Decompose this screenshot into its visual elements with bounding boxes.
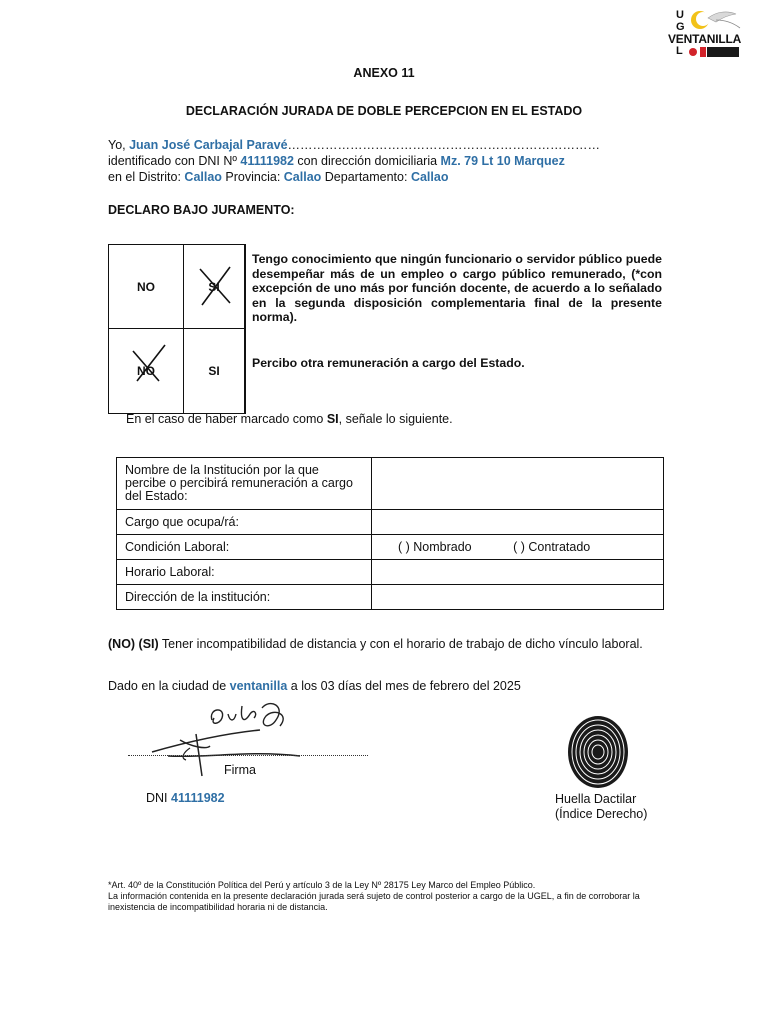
note-prefix: En el caso de haber marcado como: [126, 412, 327, 426]
institution-name-value[interactable]: [372, 458, 664, 510]
province-prefix: Provincia:: [221, 170, 284, 184]
table-row: [117, 458, 664, 510]
logo-letter-g: G: [676, 21, 685, 33]
dni-value: 41111982: [171, 791, 225, 805]
footer-line-2: La información contenida en la presente declaración jurada será sujeto de control posterior a cargo de la UGEL, a fin de corroborar la inexistencia de incompatibilidad horaria ni de distancia.: [108, 891, 640, 912]
option-grid: [108, 244, 246, 414]
work-schedule-label: Horario Laboral:: [117, 560, 372, 585]
cross-out-mark-icon: [196, 265, 234, 307]
signer-dni: [146, 791, 225, 805]
incompatibility-text: Tener incompatibilidad de distancia y con el horario de trabajo de dicho vínculo laboral.: [158, 637, 643, 651]
dni-label: DNI: [146, 791, 171, 805]
oath-heading: DECLARO BAJO JURAMENTO:: [108, 203, 295, 217]
institution-address-value[interactable]: [372, 585, 664, 610]
declarant-line-2: [108, 154, 565, 168]
district-prefix: en el Distrito:: [108, 170, 185, 184]
ministry-seal-icon: [688, 46, 744, 58]
instruction-note: [126, 412, 453, 426]
dated-city: ventanilla: [229, 679, 288, 693]
declarant-dni: 41111982: [240, 154, 294, 168]
dated-prefix: Dado en la ciudad de: [108, 679, 230, 693]
yo-prefix: Yo,: [108, 138, 130, 152]
employment-condition-label: Condición Laboral:: [117, 535, 372, 560]
row1-no-box[interactable]: [108, 244, 184, 329]
option-nombrado[interactable]: ( ) Nombrado: [398, 540, 472, 554]
dated-line: [108, 679, 521, 693]
name-dots: …………………………………………………………………: [287, 138, 601, 152]
cross-out-mark-icon: [129, 343, 167, 385]
note-bold: SI: [326, 412, 339, 426]
footer-line-1: *Art. 40º de la Constitución Política del Perú y artículo 3 de la Ley Nº 28175 Ley Marco del Empleo Público.: [108, 880, 536, 890]
document-title: DECLARACIÓN JURADA DE DOBLE PERCEPCION EN EL ESTADO: [185, 104, 583, 118]
row2-no-label: NO: [137, 364, 155, 378]
logo-name: VENTANILLA: [668, 32, 742, 46]
ugel-logo: [660, 8, 750, 60]
statement-no-dual-employment: Tengo conocimiento que ningún funcionario o servidor público puede desempeñar más de un empleo o cargo público remunerado, (*con excepción de uno más por función docente, de acuerdo a lo señalado en la segunda disposición complementaria final de la presente norma).: [252, 252, 662, 325]
table-row: [117, 560, 664, 585]
employment-condition-value: [372, 535, 664, 560]
work-schedule-value[interactable]: [372, 560, 664, 585]
department-prefix: Departamento:: [321, 170, 411, 184]
table-row: [117, 535, 664, 560]
declarant-district: Callao: [184, 170, 222, 184]
fingerprint-line-1: Huella Dactilar: [555, 792, 637, 806]
dated-suffix: a los 03 días del mes de febrero del 2025: [287, 679, 521, 693]
dni-prefix: identificado con DNI Nº: [108, 154, 241, 168]
institution-info-table: [116, 457, 664, 610]
statement-other-remuneration: Percibo otra remuneración a cargo del Estado.: [252, 356, 525, 370]
option-contratado[interactable]: ( ) Contratado: [513, 540, 591, 554]
row2-si-label: SI: [208, 364, 220, 378]
declarant-name: Juan José Carbajal Paravé: [129, 138, 288, 152]
declarant-line-1: [108, 138, 600, 152]
logo-letter-u: U: [676, 9, 684, 21]
position-value[interactable]: [372, 510, 664, 535]
incompatibility-statement: [108, 637, 664, 652]
declarant-department: Callao: [410, 170, 449, 184]
row2-si-box[interactable]: [183, 328, 245, 414]
institution-address-label: Dirección de la institución:: [117, 585, 372, 610]
signature-label: Firma: [224, 763, 256, 777]
fingerprint-image: [560, 708, 636, 790]
row1-si-box[interactable]: [183, 244, 245, 329]
sun-bird-emblem-icon: [686, 8, 742, 30]
fingerprint-line-2: (Índice Derecho): [555, 807, 648, 821]
incompatibility-options: (NO) (SI): [108, 637, 159, 651]
table-row: [117, 585, 664, 610]
row2-no-box[interactable]: [108, 328, 184, 414]
logo-letter-l: L: [676, 45, 683, 57]
declarant-address: Mz. 79 Lt 10 Marquez: [440, 154, 565, 168]
row1-no-label: NO: [137, 279, 155, 294]
note-suffix: , señale lo siguiente.: [338, 412, 453, 426]
fingerprint-caption: [555, 792, 647, 822]
declarant-line-3: [108, 170, 448, 184]
table-row: [117, 510, 664, 535]
row1-si-label: SI: [208, 279, 220, 294]
position-label: Cargo que ocupa/rá:: [117, 510, 372, 535]
annex-title: ANEXO 11: [353, 66, 415, 80]
address-prefix: con dirección domiciliaria: [293, 154, 441, 168]
declarant-province: Callao: [283, 170, 322, 184]
signature-line: [128, 754, 368, 756]
institution-name-label: Nombre de la Institución por la que percibe o percibirá remuneración a cargo del Estado:: [117, 458, 372, 510]
footer-notes: [108, 880, 676, 913]
